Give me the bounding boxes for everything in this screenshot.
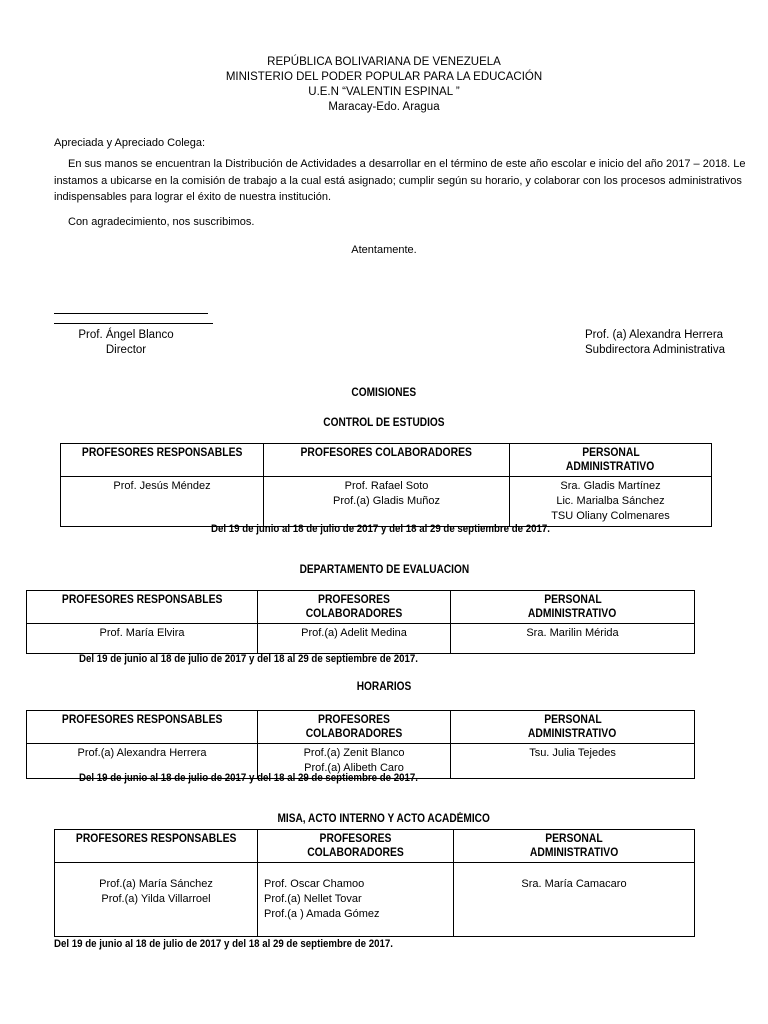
table-evaluacion (26, 590, 695, 654)
col-header-personal: PERSONAL ADMINISTRATIVO (510, 444, 712, 477)
section-title-horarios (0, 681, 768, 693)
person-name: Lic. Marialba Sánchez (556, 495, 665, 507)
table-header-row (27, 711, 695, 744)
signature-line-upper (54, 313, 208, 314)
letter-body-line-1: En sus manos se encuentran la Distribución de Actividades a desarrollar en el término de este año escolar e inicio del año 2017 – 2018. Le (68, 158, 746, 170)
section-date (54, 938, 439, 950)
section-date-text: Del 19 de junio al 18 de julio de 2017 y del 18 al 29 de septiembre de 2017. (211, 523, 550, 535)
subdirector-role: Subdirectora Administrativa (585, 344, 725, 356)
col-header-colaboradores: PROFESORES COLABORADORES (258, 591, 451, 624)
section-title-text: HORARIOS (356, 681, 412, 693)
col-header-colaboradores: PROFESORES COLABORADORES (258, 711, 451, 744)
person-name: Prof.(a) Adelit Medina (301, 627, 407, 639)
section-date-text: Del 19 de junio al 18 de julio de 2017 y del 18 al 29 de septiembre de 2017. (79, 653, 418, 665)
letter-body-line-3: indispensables para lograr el éxito de nuestra institución. (54, 191, 331, 203)
section-date-text: Del 19 de junio al 18 de julio de 2017 y del 18 al 29 de septiembre de 2017. (79, 772, 418, 784)
cell-responsables (61, 477, 264, 527)
table-row (27, 624, 695, 654)
col-header-personal: PERSONAL ADMINISTRATIVO (454, 830, 695, 863)
letter-body-line-2: instamos a ubicarse en la comisión de trabajo a la cual está asignado; cumplir según su horario, y colaborar con los procesos administrativos (54, 174, 742, 187)
person-name: Prof.(a) Alexandra Herrera (77, 747, 207, 759)
table-header-row (27, 591, 695, 624)
section-date-text: Del 19 de junio al 18 de julio de 2017 y del 18 al 29 de septiembre de 2017. (54, 938, 393, 950)
header-line-1: REPÚBLICA BOLIVARIANA DE VENEZUELA (267, 56, 501, 68)
person-name: Prof.(a) Yilda Villarroel (101, 893, 211, 905)
thanks-line: Con agradecimiento, nos suscribimos. (68, 216, 255, 228)
table-header-row (55, 830, 695, 863)
person-name: Prof.(a) Nellet Tovar (264, 893, 362, 905)
signature-right (585, 328, 725, 358)
person-name: Sra. Gladis Martínez (560, 480, 661, 492)
col-header-responsables: PROFESORES RESPONSABLES (61, 444, 264, 477)
section-title-text: CONTROL DE ESTUDIOS (323, 417, 445, 429)
person-name: Prof. Jesús Méndez (113, 480, 211, 492)
header-line-2: MINISTERIO DEL PODER POPULAR PARA LA EDUCACIÓN (225, 71, 543, 83)
person-name: Tsu. Julia Tejedes (529, 747, 616, 759)
col-header-personal: PERSONAL ADMINISTRATIVO (451, 711, 695, 744)
subdirector-name: Prof. (a) Alexandra Herrera (585, 329, 724, 341)
cell-personal (454, 863, 695, 937)
col-header-responsables: PROFESORES RESPONSABLES (55, 830, 258, 863)
person-name: Prof.(a) Gladis Muñoz (333, 495, 440, 507)
table-control-estudios (60, 443, 712, 527)
director-role: Director (105, 344, 147, 356)
cell-colaboradores (258, 863, 454, 937)
col-header-colaboradores: PROFESORES COLABORADORES (264, 444, 510, 477)
table-row (55, 863, 695, 937)
commissions-title-text: COMISIONES (351, 387, 417, 399)
table-misa (54, 829, 695, 937)
cell-personal (451, 744, 695, 779)
person-name: Prof. María Elvira (99, 627, 185, 639)
director-name: Prof. Ángel Blanco (78, 329, 174, 341)
person-name: Prof.(a) Alibeth Caro (304, 762, 404, 774)
header-line-4: Maracay-Edo. Aragua (328, 101, 440, 113)
person-name: Sra. María Camacaro (521, 878, 627, 890)
signature-line-lower (54, 323, 213, 324)
commissions-title (0, 387, 768, 399)
letter-body (54, 156, 746, 206)
person-name: Prof.(a ) Amada Gómez (264, 908, 380, 920)
col-header-personal: PERSONAL ADMINISTRATIVO (451, 591, 695, 624)
section-date (79, 772, 464, 784)
cell-personal (451, 624, 695, 654)
greeting: Apreciada y Apreciado Colega: (54, 137, 206, 149)
cell-colaboradores (258, 624, 451, 654)
table-header-row (61, 444, 712, 477)
person-name: Prof. Oscar Chamoo (264, 878, 365, 890)
header-line-3: U.E.N “VALENTIN ESPINAL ” (308, 86, 460, 98)
table-row (61, 477, 712, 527)
person-name: Prof.(a) María Sánchez (99, 878, 213, 890)
cell-responsables (27, 624, 258, 654)
person-name: Prof. Rafael Soto (344, 480, 429, 492)
section-title-evaluacion (0, 564, 768, 576)
person-name: Sra. Marilin Mérida (526, 627, 619, 639)
cell-colaboradores (264, 477, 510, 527)
cell-personal (510, 477, 712, 527)
col-header-responsables: PROFESORES RESPONSABLES (27, 711, 258, 744)
col-header-colaboradores: PROFESORES COLABORADORES (258, 830, 454, 863)
person-name: Prof.(a) Zenit Blanco (303, 747, 405, 759)
table-horarios (26, 710, 695, 779)
signature-left (54, 328, 198, 358)
col-header-responsables: PROFESORES RESPONSABLES (27, 591, 258, 624)
section-title-misa (0, 813, 768, 825)
person-name: TSU Oliany Colmenares (551, 510, 670, 522)
section-date (211, 523, 596, 535)
section-title-text: MISA, ACTO INTERNO Y ACTO ACADÉMICO (277, 813, 491, 825)
section-date (79, 653, 464, 665)
section-title-text: DEPARTAMENTO DE EVALUACION (299, 564, 469, 576)
cell-responsables (55, 863, 258, 937)
section-title-control-estudios (0, 417, 768, 429)
closing-line: Atentamente. (351, 244, 417, 256)
